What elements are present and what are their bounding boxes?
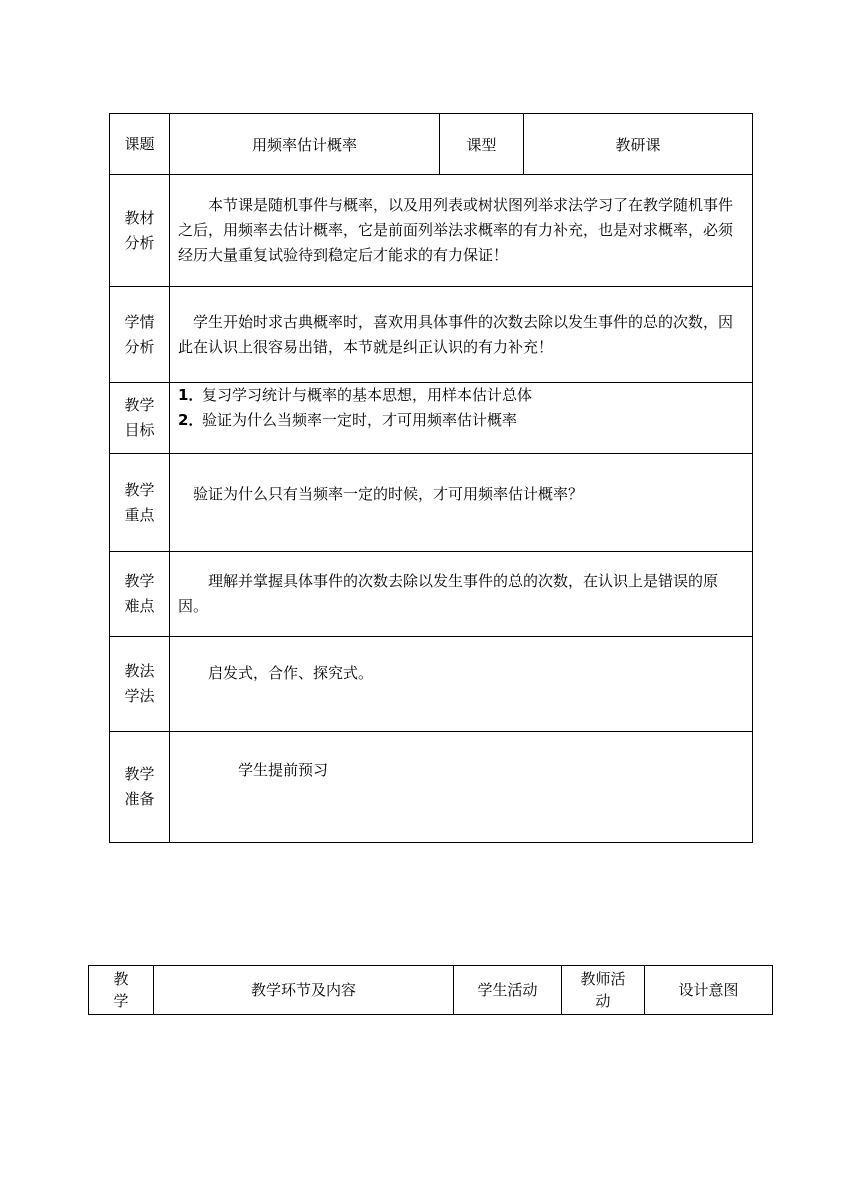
material-analysis-text: 本节课是随机事件与概率，以及用列表或树状图列举求法学习了在教学随机事件之后，用频率去估计概率，它是前面列举法求概率的有力补充，也是对求概率，必须经历大量重复试验待到稳定后才能求的有力保证！ xyxy=(170,175,753,287)
preparation-label-line1: 教学 xyxy=(124,765,155,783)
methods-row xyxy=(110,637,753,732)
topic-label: 课题 xyxy=(110,114,170,175)
material-analysis-label-line2: 分析 xyxy=(124,233,155,252)
lesson-plan-table xyxy=(109,113,753,843)
teacher-activity-header-line2: 动 xyxy=(595,992,611,1010)
goal-text: 复习学习统计与概率的基本思想，用样本估计总体 xyxy=(202,386,533,404)
teacher-activity-header-line1: 教师活 xyxy=(580,970,626,988)
teaching-column-header-line2: 学 xyxy=(113,992,129,1010)
key-points-text: 验证为什么只有当频率一定的时候，才可用频率估计概率？ xyxy=(170,454,753,552)
goal-item xyxy=(178,408,744,433)
key-points-label-line2: 重点 xyxy=(124,505,155,524)
difficulties-row xyxy=(110,552,753,637)
key-points-label-line1: 教学 xyxy=(124,480,155,499)
preparation-label-line2: 准备 xyxy=(124,790,155,808)
teaching-goals-row xyxy=(110,383,753,454)
teaching-goals-label-line2: 目标 xyxy=(124,421,155,439)
preparation-label xyxy=(110,732,170,843)
student-activity-column-header: 学生活动 xyxy=(454,966,562,1015)
topic-value: 用频率估计概率 xyxy=(170,114,440,175)
methods-label-line1: 教法 xyxy=(124,662,155,680)
goal-text: 验证为什么当频率一定时，才可用频率估计概率 xyxy=(202,411,518,429)
student-analysis-label-line1: 学情 xyxy=(124,312,155,331)
teaching-column-header-line1: 教 xyxy=(113,970,129,988)
material-analysis-row xyxy=(110,175,753,287)
topic-row xyxy=(110,114,753,175)
teaching-goals-list xyxy=(170,383,753,454)
process-header-row xyxy=(89,966,773,1015)
preparation-row xyxy=(110,732,753,843)
student-analysis-text: 学生开始时求古典概率时，喜欢用具体事件的次数去除以发生事件的总的次数，因此在认识上很容易出错，本节就是纠正认识的有力补充！ xyxy=(170,287,753,383)
material-analysis-label-line1: 教材 xyxy=(124,208,155,227)
goal-item xyxy=(178,383,744,408)
key-points-label xyxy=(110,454,170,552)
teaching-goals-label xyxy=(110,383,170,454)
methods-label-line2: 学法 xyxy=(124,687,155,705)
material-analysis-label xyxy=(110,175,170,287)
design-intent-column-header: 设计意图 xyxy=(645,966,773,1015)
methods-text: 启发式，合作、探究式。 xyxy=(170,637,753,732)
goal-number: 2． xyxy=(178,411,204,429)
methods-label xyxy=(110,637,170,732)
student-analysis-row xyxy=(110,287,753,383)
student-analysis-label-line2: 分析 xyxy=(124,337,155,356)
teacher-activity-column-header xyxy=(562,966,645,1015)
student-analysis-label xyxy=(110,287,170,383)
key-points-row xyxy=(110,454,753,552)
goal-number: 1． xyxy=(178,386,204,404)
teaching-column-header xyxy=(89,966,154,1015)
preparation-text: 学生提前预习 xyxy=(170,732,753,843)
lesson-type-value: 教研课 xyxy=(524,114,753,175)
difficulties-label-line2: 难点 xyxy=(124,597,155,615)
content-column-header: 教学环节及内容 xyxy=(154,966,454,1015)
teaching-process-table xyxy=(88,965,773,1015)
teaching-goals-label-line1: 教学 xyxy=(124,396,155,414)
lesson-type-label: 课型 xyxy=(440,114,524,175)
difficulties-label-line1: 教学 xyxy=(124,572,155,590)
difficulties-label xyxy=(110,552,170,637)
difficulties-text: 理解并掌握具体事件的次数去除以发生事件的总的次数，在认识上是错误的原因。 xyxy=(170,552,753,637)
